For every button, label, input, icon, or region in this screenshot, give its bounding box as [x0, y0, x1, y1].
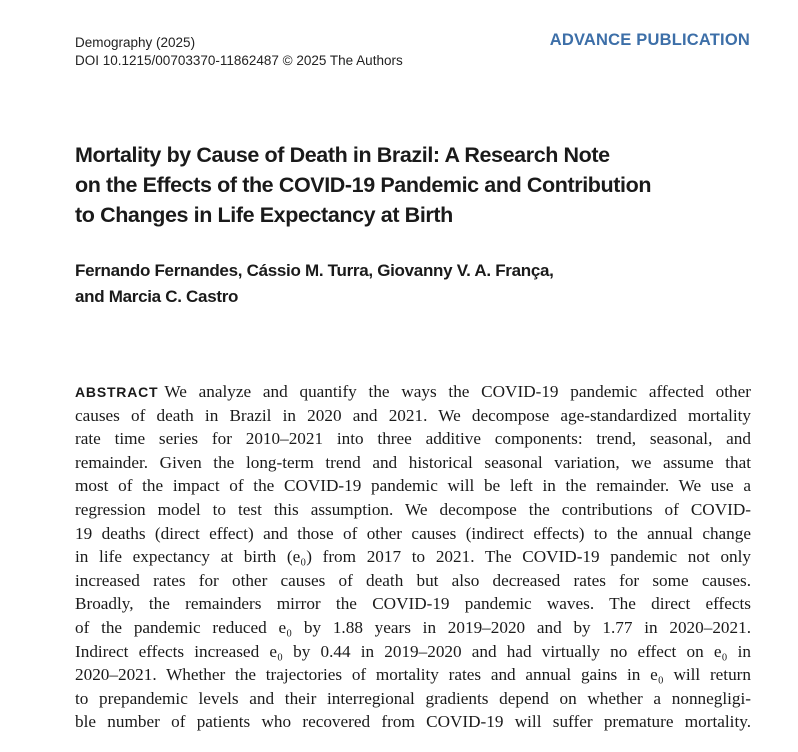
- abstract-line: 2020–2021. Whether the trajectories of mortality rates and annual gains in e₀ will return: [75, 665, 751, 685]
- author-line: and Marcia C. Castro: [75, 287, 239, 306]
- abstract-line: most of the impact of the COVID-19 pandemic will be left in the remainder. We use a: [75, 476, 751, 496]
- abstract-line: [75, 380, 751, 404]
- abstract-line: in life expectancy at birth (e₀) from 2017 to 2021. The COVID-19 pandemic not only: [75, 547, 751, 567]
- abstract-text: We analyze and quantify the ways the COVID-19 pandemic affected other: [164, 382, 751, 401]
- journal-header: [75, 34, 403, 70]
- abstract-line: Indirect effects increased e₀ by 0.44 in 2019–2020 and had virtually no effect on e₀ in: [75, 641, 751, 661]
- journal-citation: Demography (2025): [75, 35, 196, 50]
- abstract-line: Broadly, the remainders mirror the COVID-19 pandemic waves. The direct effects: [75, 594, 751, 614]
- author-line: Fernando Fernandes, Cássio M. Turra, Giovanny V. A. França,: [75, 261, 554, 280]
- doi-copyright: DOI 10.1215/00703370-11862487 © 2025 The Authors: [75, 53, 403, 68]
- abstract-line: ble number of patients who recovered from COVID-19 will suffer premature mortality.: [75, 712, 751, 732]
- abstract-line: 19 deaths (direct effect) and those of other causes (indirect effects) to the annual change: [75, 523, 751, 543]
- abstract-line: remainder. Given the long-term trend and historical seasonal variation, we assume that: [75, 452, 751, 472]
- article-title: [75, 140, 765, 230]
- abstract-label: ABSTRACT: [75, 384, 159, 400]
- abstract-line: to prepandemic levels and their interregional gradients depend on whether a nonnegligi-: [75, 688, 751, 708]
- advance-publication-badge: ADVANCE PUBLICATION: [549, 31, 750, 49]
- title-line: on the Effects of the COVID-19 Pandemic and Contribution: [75, 173, 652, 197]
- title-line: Mortality by Cause of Death in Brazil: A Research Note: [75, 143, 610, 167]
- abstract-line: causes of death in Brazil in 2020 and 2021. We decompose age-standardized mortality: [75, 405, 751, 425]
- abstract-line: rate time series for 2010–2021 into three additive components: trend, seasonal, and: [75, 429, 751, 449]
- title-line: to Changes in Life Expectancy at Birth: [75, 203, 453, 227]
- abstract-line: increased rates for other causes of death but also decreased rates for some causes.: [75, 570, 751, 590]
- abstract-line: of the pandemic reduced e₀ by 1.88 years in 2019–2020 and by 1.77 in 2020–2021.: [75, 617, 751, 637]
- abstract: [75, 380, 751, 734]
- abstract-line: regression model to test this assumption. We decompose the contributions of COVID-: [75, 499, 751, 519]
- author-list: [75, 258, 765, 310]
